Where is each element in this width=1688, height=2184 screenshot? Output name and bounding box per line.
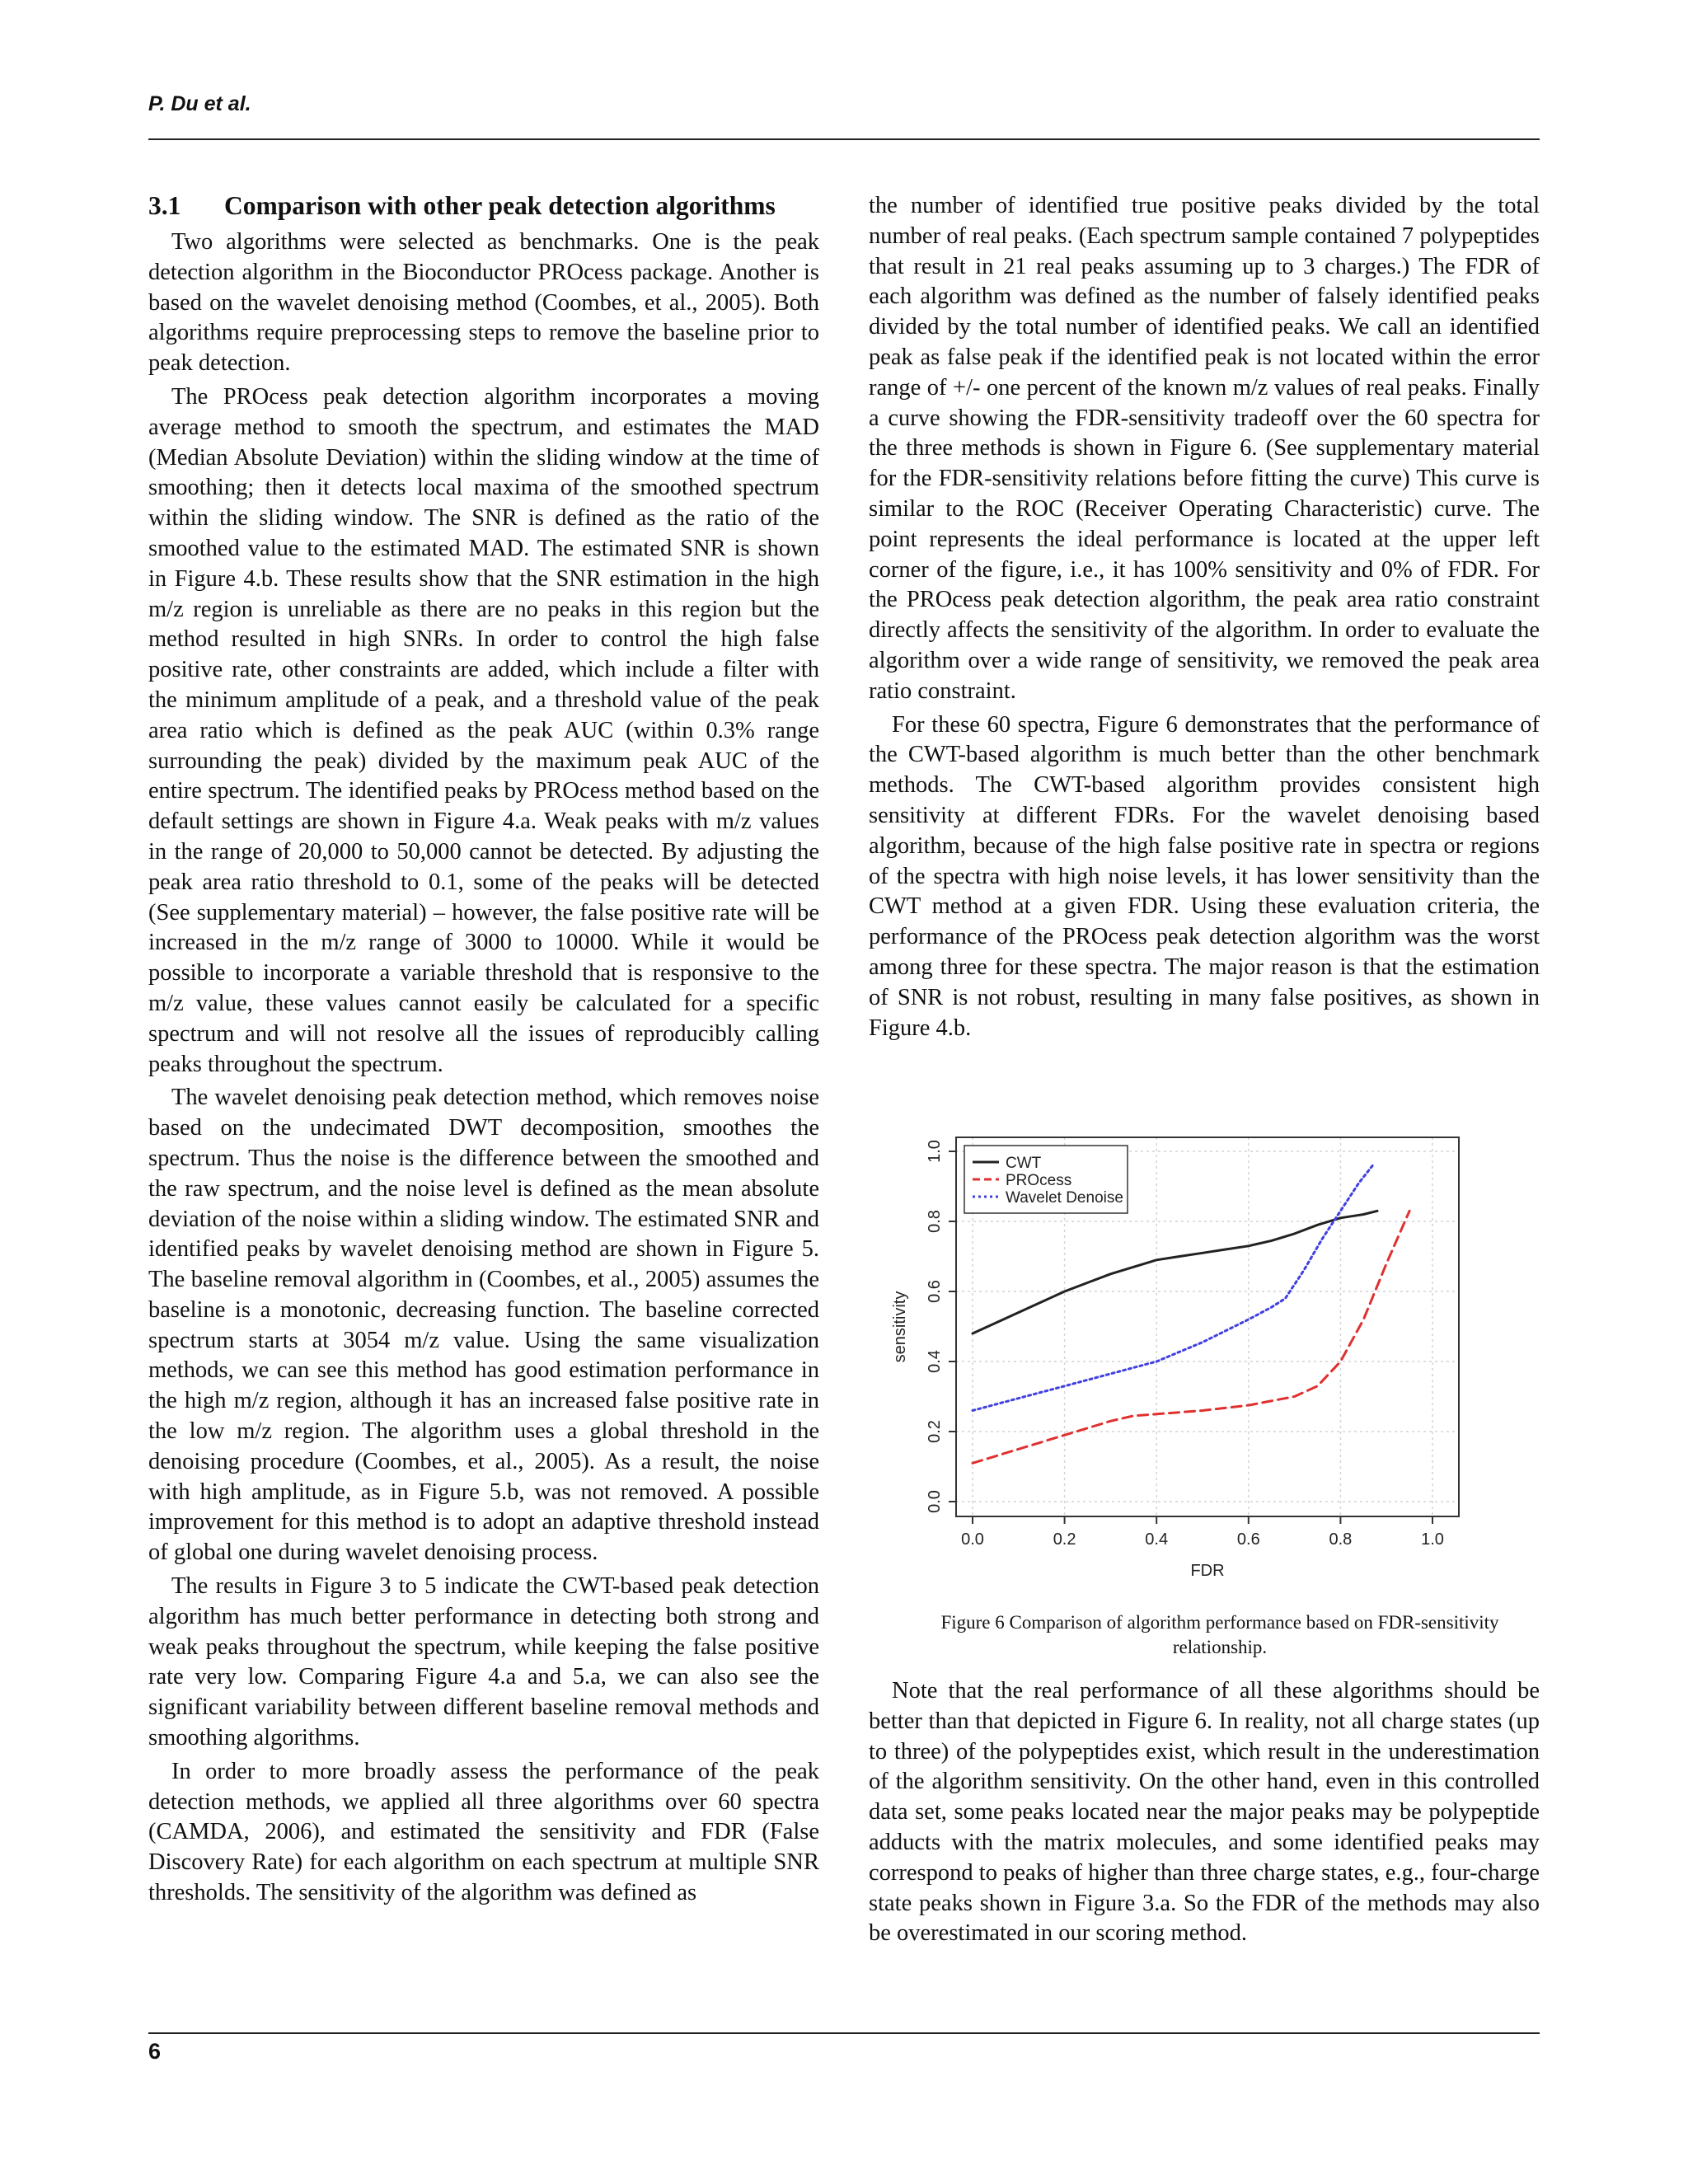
paragraph: Note that the real performance of all these algorithms should be better than that depicted in Figure 6. In reality, not all charge states (up to three) of the polypeptides exist, which result in the underestimation of the algorithm sensitivity. On the other hand, even in this controlled data set, some peaks located near the major peaks may be polypeptide adducts with the matrix molecules, and some identified peaks may correspond to peaks of higher than three charge states, e.g., four-charge state peaks shown in Figure 3.a. So the FDR of the methods may also be overestimated in our scoring method. [869,1678,1540,1947]
x-tick-label: 1.0 [1421,1530,1444,1549]
legend-label: Wavelet Denoise [1006,1189,1123,1207]
y-tick-label: 0.8 [926,1210,944,1233]
footer-rule [148,2032,1540,2034]
right-column-lower [869,1676,1540,1952]
fdr-sensitivity-chart [890,1121,1484,1615]
paragraph: The results in Figure 3 to 5 indicate the CWT-based peak detection algorithm has much better performance in detecting both strong and weak peaks throughout the spectrum, while keeping the false positive rate very low. Comparing Figure 4.a and 5.a, we can also see the significant variability between different baseline removal methods and smoothing algorithms. [148,1573,819,1751]
right-column-upper [869,191,1540,1047]
series-line-process [973,1211,1409,1463]
section-title: Comparison with other peak detection algorithms [224,191,776,220]
running-head: P. Du et al. [148,92,251,115]
legend-label: CWT [1006,1155,1042,1172]
paragraph: For these 60 spectra, Figure 6 demonstrates that the performance of the CWT-based algorithm is much better than the other benchmark methods. The CWT-based algorithm provides consistent high sensitivity at different FDRs. For the wavelet denoising based algorithm, because of the high false positive rate in spectra or regions of the spectra with high noise levels, it has lower sensitivity than the CWT method at a given FDR. Using these evaluation criteria, the performance of the PROcess peak detection algorithm was the worst among three for these spectra. The major reason is that the estimation of SNR is not robust, resulting in many false positives, as shown in Figure 4.b. [869,711,1540,1041]
x-tick-label: 0.6 [1236,1530,1260,1549]
y-tick-label: 1.0 [926,1140,944,1163]
left-column [148,190,819,1912]
paragraph: The wavelet denoising peak detection method, which removes noise based on the undecimated DWT decomposition, smoothes the spectrum. Thus the noise is the difference between the smoothed and the raw spectrum, and the noise level is defined as the mean absolute deviation of the noise within a sliding window. The estimated SNR and identified peaks by wavelet denoising method are shown in Figure 5. The baseline removal algorithm in (Coombes, et al., 2005) assumes the baseline is a monotonic, decreasing function. The baseline corrected spectrum starts at 3054 m/z value. Using the same visualization methods, we can see this method has good estimation performance in the high m/z region, although it has an increased false positive rate in the low m/z region. The algorithm uses a global threshold in the denoising procedure (Coombes, et al., 2005). As a result, the noise with high amplitude, as in Figure 5.b, was not removed. A possible improvement for this method is to adopt an adaptive threshold instead of global one during wavelet denoising process. [148,1085,819,1566]
x-tick-label: 0.2 [1053,1530,1076,1549]
x-axis-label: FDR [1190,1562,1225,1580]
paragraph: The PROcess peak detection algorithm incorporates a moving average method to smooth the spectrum, and estimates the MAD (Median Absolute Deviation) within the sliding window at the time of smoothing; then it detects local maxima of the smoothed spectrum within the sliding window. The SNR is defined as the ratio of the smoothed value to the estimated MAD. The estimated SNR is shown in Figure 4.b. These results show that the SNR estimation in the high m/z region is unreliable as there are no peaks in this region but the method resulted in high SNRs. In order to control the high false positive rate, other constraints are added, which include a filter with the minimum amplitude of a peak, and a threshold value of the peak area ratio which is defined as the peak AUC (within 0.3% range surrounding the peak) divided by the maximum peak AUC of the entire spectrum. The identified peaks by PROcess method based on the default settings are shown in Figure 4.a. Weak peaks with m/z values in the range of 20,000 to 50,000 cannot be detected. By adjusting the peak area ratio threshold to 0.1, some of the peaks will be detected (See supplementary material) – however, the false positive rate will be increased in the m/z range of 3000 to 10000. While it would be possible to incorporate a variable threshold that is responsive to the m/z value, these values cannot easily be calculated for a specific spectrum and will not resolve all the issues of reproducibly calling peaks throughout the spectrum. [148,383,819,1077]
paragraph: the number of identified true positive peaks divided by the total number of real peaks. (Each spectrum sample contained 7 polypeptides that result in 21 real peaks assuming up to 3 charges.) The FDR of each algorithm was defined as the number of falsely identified peaks divided by the total number of identified peaks. We call an identified peak as false peak if the identified peak is not located within the error range of +/- one percent of the known m/z values of real peaks. Finally a curve showing the FDR-sensitivity tradeoff over the 60 spectra for the three methods is shown in Figure 6. (See supplementary material for the FDR-sensitivity relations before fitting the curve) This curve is similar to the ROC (Receiver Operating Characteristic) curve. The point represents the ideal performance is located at the upper left corner of the figure, i.e., it has 100% sensitivity and 0% of FDR. For the PROcess peak detection algorithm, the peak area ratio constraint directly affects the sensitivity of the algorithm. In order to evaluate the algorithm over a wide range of sensitivity, we removed the peak area ratio constraint. [869,193,1540,704]
page-number: 6 [148,2039,162,2064]
paragraph: In order to more broadly assess the performance of the peak detection methods, we applied all three algorithms over 60 spectra (CAMDA, 2006), and estimated the sensitivity and FDR (False Discovery Rate) for each algorithm on each spectrum at multiple SNR thresholds. The sensitivity of the algorithm was defined as [148,1758,819,1906]
y-axis-label: sensitivity [891,1291,909,1363]
x-tick-label: 0.0 [961,1530,984,1549]
y-tick-label: 0.6 [926,1280,944,1303]
x-tick-label: 0.4 [1145,1530,1169,1549]
figure-caption: Figure 6 Comparison of algorithm performance based on FDR-sensitivity relationship. [940,1612,1499,1657]
x-tick-label: 0.8 [1329,1530,1353,1549]
header-rule [148,138,1540,140]
y-tick-label: 0.4 [926,1350,944,1373]
section-heading [148,190,819,223]
series-line-cwt [973,1211,1377,1333]
figure-6 [890,1121,1484,1615]
legend-label: PROcess [1006,1172,1072,1189]
paragraph: Two algorithms were selected as benchmarks. One is the peak detection algorithm in the Bioconductor PROcess package. Another is based on the wavelet denoising method (Coombes, et al., 2005). Both algorithms require preprocessing steps to remove the baseline prior to peak detection. [148,229,819,377]
y-tick-label: 0.2 [926,1420,944,1443]
section-number: 3.1 [148,191,181,220]
y-tick-label: 0.0 [926,1490,944,1513]
